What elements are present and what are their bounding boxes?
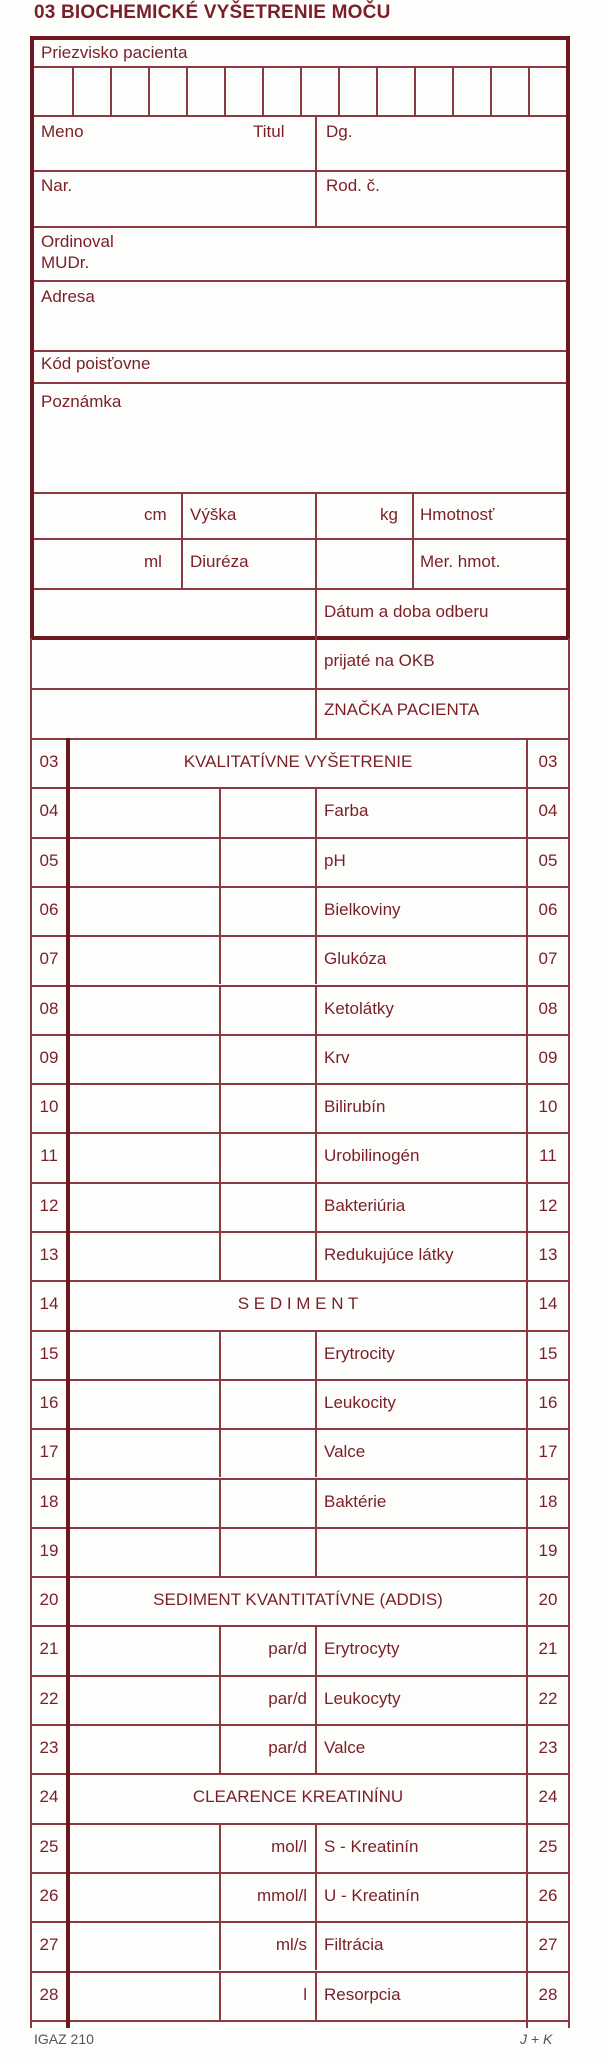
cell-divider <box>315 1478 317 1527</box>
test-name: Farba <box>324 801 369 821</box>
row-number-left: 28 <box>39 1984 59 2004</box>
cell-divider <box>315 886 317 935</box>
header-frame <box>30 36 570 640</box>
row-number-right: 13 <box>538 1245 558 1264</box>
surname-box-divider <box>414 66 416 115</box>
result-cell[interactable] <box>70 1231 219 1280</box>
mudr-label: MUDr. <box>41 253 90 272</box>
cell-divider <box>219 1330 221 1379</box>
cell-divider <box>315 1625 317 1674</box>
result-cell[interactable] <box>70 1478 219 1527</box>
surname-label: Priezvisko pacienta <box>41 43 188 62</box>
test-name: Filtrácia <box>324 1935 384 1955</box>
result-cell[interactable] <box>70 1034 219 1083</box>
row-number-left: 27 <box>39 1935 59 1955</box>
cell-divider <box>219 1132 221 1181</box>
row-number-left: 06 <box>39 899 59 919</box>
result-cell[interactable] <box>70 1527 219 1576</box>
cell-divider <box>315 1083 317 1132</box>
row-number-left: 21 <box>39 1639 59 1659</box>
cell-divider <box>315 1428 317 1477</box>
row-number-right: 08 <box>538 998 558 1018</box>
cell-divider <box>219 787 221 836</box>
cell-divider <box>315 1034 317 1083</box>
section-heading: KVALITATÍVNE VYŠETRENIE <box>183 752 413 771</box>
test-name: Resorpcia <box>324 1984 401 2004</box>
unit-label: l <box>303 1984 307 2004</box>
cell-divider <box>315 787 317 836</box>
test-name: Krv <box>324 1047 350 1067</box>
cell-divider <box>315 837 317 886</box>
row-divider <box>30 1773 570 1775</box>
row-number-right: 06 <box>538 899 558 919</box>
cell-divider <box>315 1231 317 1280</box>
vyska-label: Výška <box>190 505 237 524</box>
cell-divider <box>315 1724 317 1773</box>
hmotnost-label: Hmotnosť <box>420 505 495 524</box>
row-number-right: 24 <box>538 1787 558 1807</box>
test-name: pH <box>324 850 346 870</box>
result-cell[interactable] <box>70 886 219 935</box>
cell-divider <box>315 1379 317 1428</box>
row-number-left: 19 <box>39 1540 59 1560</box>
test-name: Redukujúce látky <box>324 1245 454 1264</box>
left-thick-rule <box>66 738 70 2028</box>
cell-divider <box>219 1231 221 1280</box>
cell-divider <box>219 1428 221 1477</box>
row-number-right: 28 <box>538 1984 558 2004</box>
result-cell[interactable] <box>70 787 219 836</box>
test-name: Bielkoviny <box>324 899 401 919</box>
result-cell[interactable] <box>70 1823 219 1872</box>
result-cell[interactable] <box>70 985 219 1034</box>
row-number-left: 20 <box>39 1590 59 1610</box>
titul-label: Titul <box>253 122 285 141</box>
test-name: Bilirubín <box>324 1097 386 1117</box>
row-number-right: 25 <box>538 1836 558 1856</box>
surname-box-divider <box>72 66 74 115</box>
row-number-left: 14 <box>39 1294 59 1314</box>
row-number-right: 16 <box>538 1392 558 1412</box>
result-cell[interactable] <box>70 1971 219 2020</box>
row-number-left: 17 <box>39 1442 59 1462</box>
row-number-left: 13 <box>39 1245 59 1264</box>
test-name: Ketolátky <box>324 998 394 1018</box>
row-divider <box>30 1280 570 1282</box>
result-cell[interactable] <box>70 1724 219 1773</box>
ml-unit: ml <box>144 552 162 571</box>
result-cell[interactable] <box>70 1872 219 1921</box>
cell-divider <box>315 1971 317 2020</box>
result-cell[interactable] <box>70 1675 219 1724</box>
result-cell[interactable] <box>70 1379 219 1428</box>
nar-label: Nar. <box>41 176 73 195</box>
kg-unit: kg <box>380 505 398 524</box>
test-name: S - Kreatinín <box>324 1836 419 1856</box>
rod-label: Rod. č. <box>326 176 380 195</box>
row-divider <box>30 1576 570 1578</box>
row-number-left: 22 <box>39 1688 59 1708</box>
cell-divider <box>315 1823 317 1872</box>
cell-divider <box>315 1527 317 1576</box>
row-number-left: 12 <box>39 1195 59 1215</box>
dg-label: Dg. <box>326 122 353 141</box>
row-number-left: 10 <box>39 1097 59 1117</box>
row-number-right: 17 <box>538 1442 558 1462</box>
row-number-left: 05 <box>39 850 59 870</box>
cm-unit: cm <box>144 505 167 524</box>
cell-divider <box>219 1182 221 1231</box>
unit-label: par/d <box>268 1688 307 1708</box>
row-number-right: 20 <box>538 1590 558 1610</box>
row-number-right: 04 <box>538 801 558 821</box>
test-name: U - Kreatinín <box>324 1885 420 1905</box>
row-number-right: 22 <box>538 1688 558 1708</box>
test-name: Bakteriúria <box>324 1195 406 1215</box>
test-name: Valce <box>324 1738 366 1757</box>
row-number-right: 27 <box>538 1935 558 1955</box>
row-number-right: 10 <box>538 1097 558 1117</box>
cell-divider <box>315 985 317 1034</box>
section-heading: CLEARENCE KREATINÍNU <box>192 1787 404 1807</box>
section-heading: S E D I M E N T <box>237 1294 359 1314</box>
row-number-left: 24 <box>39 1787 59 1807</box>
section-heading: SEDIMENT KVANTITATÍVNE (ADDIS) <box>153 1590 443 1610</box>
row-number-left: 15 <box>39 1343 59 1363</box>
unit-label: par/d <box>268 1738 307 1757</box>
name-label: Meno <box>41 122 84 141</box>
result-cell[interactable] <box>70 1625 219 1674</box>
surname-box-divider <box>262 66 264 115</box>
row-number-left: 23 <box>39 1738 59 1757</box>
row-number-right: 07 <box>538 949 558 969</box>
unit-label: ml/s <box>275 1935 307 1955</box>
row-number-left: 08 <box>39 998 59 1018</box>
result-cell[interactable] <box>70 935 219 984</box>
cell-divider <box>219 1527 221 1576</box>
row-number-left: 07 <box>39 949 59 969</box>
cell-divider <box>219 886 221 935</box>
cell-divider <box>219 935 221 984</box>
row-number-right: 12 <box>538 1195 558 1215</box>
cell-divider <box>315 1872 317 1921</box>
ordinoval-label: Ordinoval <box>41 232 114 251</box>
surname-box-divider <box>224 66 226 115</box>
row-number-right: 03 <box>538 752 558 771</box>
datum-label: Dátum a doba odberu <box>324 602 489 621</box>
surname-box-divider <box>338 66 340 115</box>
row-number-right: 23 <box>538 1738 558 1757</box>
test-name: Urobilinogén <box>324 1146 420 1166</box>
result-cell[interactable] <box>70 837 219 886</box>
result-cell[interactable] <box>70 1921 219 1970</box>
test-name: Leukocyty <box>324 1688 401 1708</box>
prijate-label: prijaté na OKB <box>324 651 435 670</box>
test-name: Baktérie <box>324 1491 387 1511</box>
row-number-left: 25 <box>39 1836 59 1856</box>
diureza-label: Diuréza <box>190 552 249 571</box>
test-name: Leukocity <box>324 1392 396 1412</box>
row-number-left: 11 <box>40 1146 58 1166</box>
cell-divider <box>219 1034 221 1083</box>
row-number-left: 03 <box>39 752 59 771</box>
merhmot-label: Mer. hmot. <box>420 552 501 571</box>
row-number-right: 21 <box>538 1639 558 1659</box>
row-number-left: 18 <box>39 1491 59 1511</box>
unit-label: mol/l <box>271 1836 307 1856</box>
surname-box-divider <box>528 66 530 115</box>
test-name: Glukóza <box>324 949 387 969</box>
poznamka-label: Poznámka <box>41 392 122 411</box>
form-title: 03 BIOCHEMICKÉ VYŠETRENIE MOČU <box>34 2 391 23</box>
surname-box-divider <box>186 66 188 115</box>
row-number-right: 05 <box>538 850 558 870</box>
cell-divider <box>315 1675 317 1724</box>
unit-label: par/d <box>268 1639 307 1659</box>
surname-box-divider <box>490 66 492 115</box>
test-name: Erytrocyty <box>324 1639 400 1659</box>
cell-divider <box>219 837 221 886</box>
test-name: Erytrocity <box>324 1343 395 1363</box>
cell-divider <box>315 935 317 984</box>
result-cell[interactable] <box>70 1182 219 1231</box>
cell-divider <box>219 1478 221 1527</box>
row-number-right: 19 <box>538 1540 558 1560</box>
surname-box-divider <box>452 66 454 115</box>
adresa-label: Adresa <box>41 287 95 306</box>
test-name: Valce <box>324 1442 366 1462</box>
cell-divider <box>315 1921 317 1970</box>
footer-code: IGAZ 210 <box>34 2031 94 2047</box>
cell-divider <box>315 1330 317 1379</box>
row-number-right: 26 <box>538 1885 558 1905</box>
cell-divider <box>219 1379 221 1428</box>
row-number-right: 18 <box>538 1491 558 1511</box>
result-cell[interactable] <box>70 1132 219 1181</box>
row-number-left: 16 <box>39 1392 59 1412</box>
cell-divider <box>315 1132 317 1181</box>
cell-divider <box>219 985 221 1034</box>
row-number-right: 15 <box>538 1343 558 1363</box>
kod-label: Kód poisťovne <box>41 354 151 373</box>
row-number-right: 14 <box>538 1294 558 1314</box>
surname-box-divider <box>110 66 112 115</box>
result-cell[interactable] <box>70 1428 219 1477</box>
row-number-right: 09 <box>538 1047 558 1067</box>
cell-divider <box>219 1083 221 1132</box>
row-number-left: 04 <box>39 801 59 821</box>
footer-initials: J + K <box>520 2031 553 2047</box>
cell-divider <box>315 1182 317 1231</box>
surname-box-divider <box>300 66 302 115</box>
row-number-left: 09 <box>39 1047 59 1067</box>
surname-box-divider <box>376 66 378 115</box>
result-cell[interactable] <box>70 1330 219 1379</box>
row-number-left: 26 <box>39 1885 59 1905</box>
row-divider <box>30 2020 570 2022</box>
unit-label: mmol/l <box>256 1885 307 1905</box>
surname-box-divider <box>148 66 150 115</box>
row-number-right: 11 <box>539 1146 557 1166</box>
result-cell[interactable] <box>70 1083 219 1132</box>
znacka-label: ZNAČKA PACIENTA <box>324 700 480 719</box>
